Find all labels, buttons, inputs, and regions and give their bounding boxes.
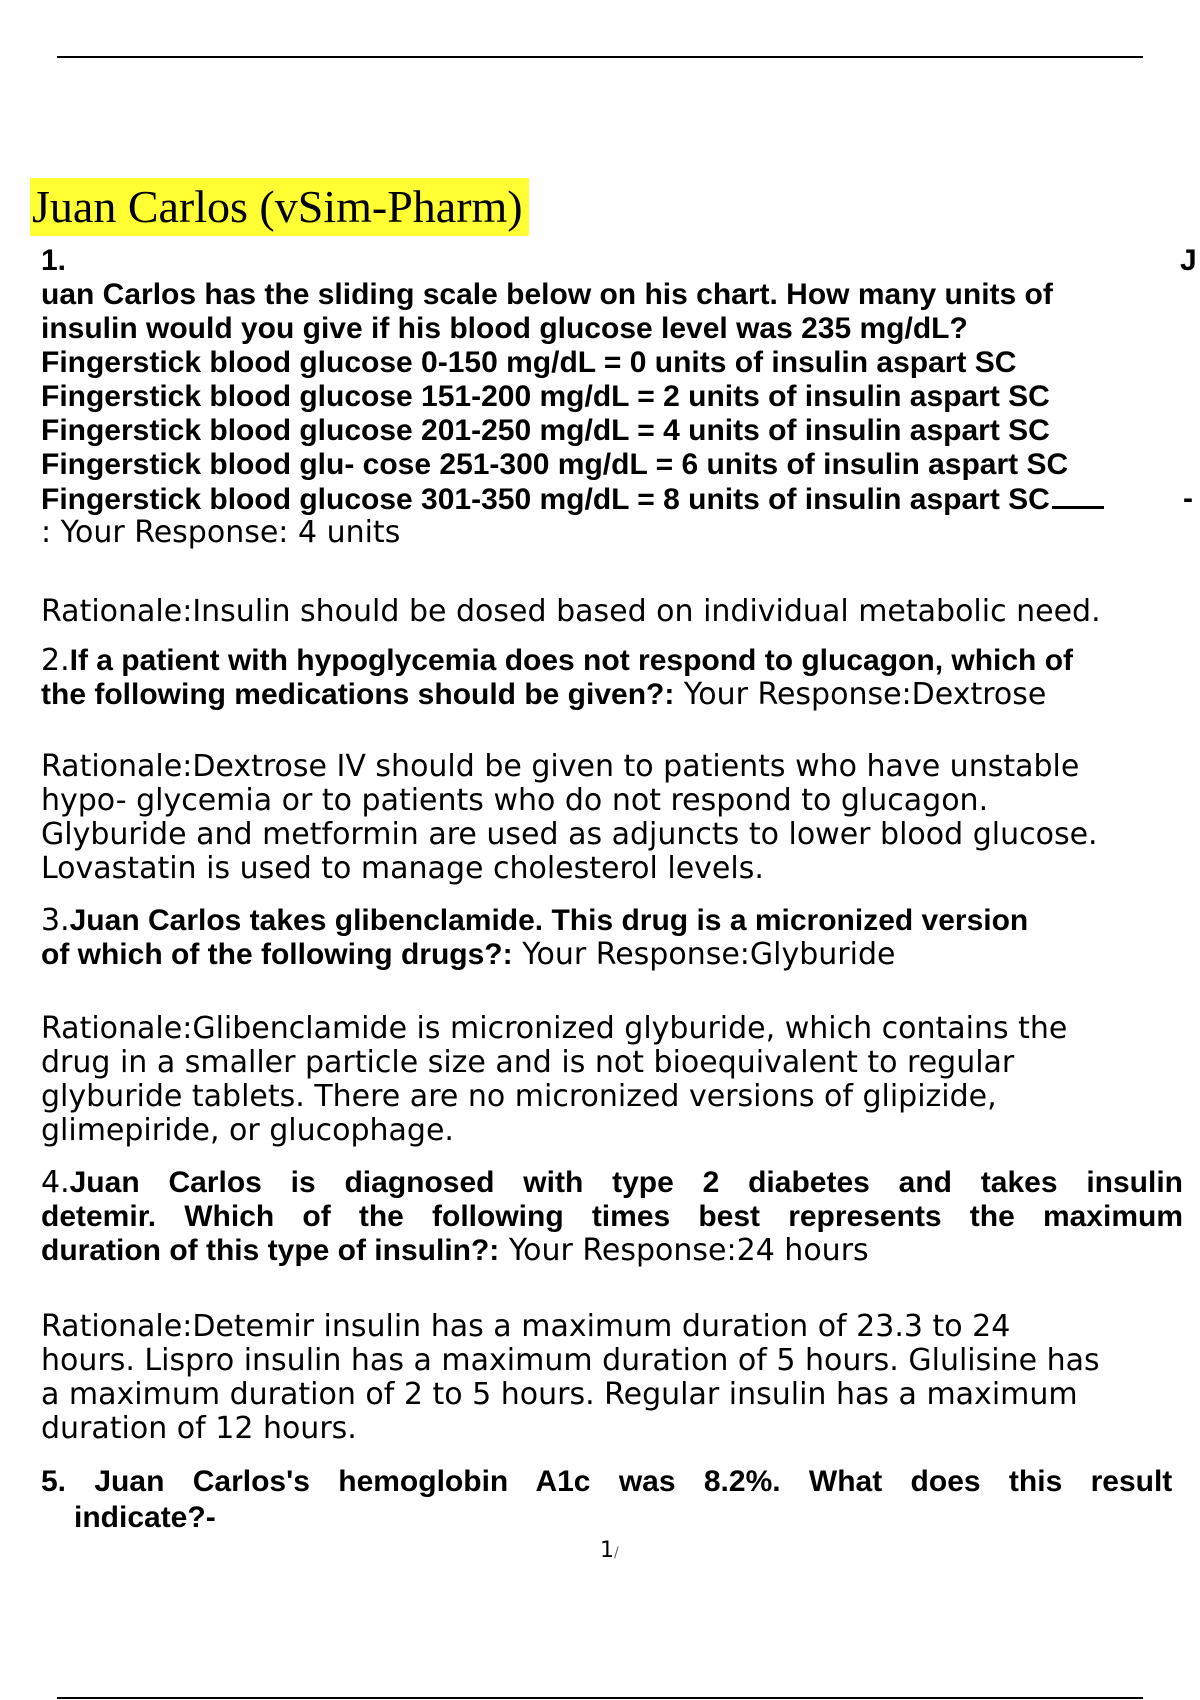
rationale-line: Rationale:Dextrose IV should be given to patients who have unstable xyxy=(41,749,1080,784)
page-number-value: 1 xyxy=(600,1538,614,1563)
q5-question xyxy=(41,1464,1200,1536)
rationale-line: Rationale:Detemir insulin has a maximum duration of 23.3 to 24 xyxy=(41,1309,1011,1344)
q1-trailing-dash: - xyxy=(1183,482,1193,515)
q4-rationale xyxy=(41,1310,1181,1446)
q1-line: insulin would you give if his blood glucose level was 235 mg/dL? xyxy=(41,312,968,345)
q3-line: Juan Carlos takes glibenclamide. This drug is a micronized version xyxy=(69,904,1029,937)
q4-line: duration of this type of insulin?: xyxy=(41,1234,500,1267)
rationale-line: hours. Lispro insulin has a maximum duration of 5 hours. Glulisine has xyxy=(41,1343,1100,1378)
q2-response: Your Response:Dextrose xyxy=(674,677,1047,712)
rationale-line: duration of 12 hours. xyxy=(41,1411,357,1446)
q1-question xyxy=(41,278,1193,550)
rationale-line: Lovastatin is used to manage cholesterol levels. xyxy=(41,851,764,886)
q3-question xyxy=(41,904,1181,972)
q2-number: 2. xyxy=(41,643,70,678)
q1-scale-row: Fingerstick blood glucose 201-250 mg/dL = 4 units of insulin aspart SC xyxy=(41,414,1050,447)
answer-blank xyxy=(1052,482,1104,509)
q1-scale-row: Fingerstick blood glucose 151-200 mg/dL = 2 units of insulin aspart SC xyxy=(41,380,1050,413)
q1-scale-row: Fingerstick blood glu- cose 251-300 mg/dL = 6 units of insulin aspart SC xyxy=(41,448,1069,481)
q2-line: the following medications should be given?: xyxy=(41,678,675,711)
q1-response: : Your Response: 4 units xyxy=(41,515,401,550)
bottom-rule xyxy=(57,1697,1143,1699)
top-rule xyxy=(57,56,1143,58)
q4-line: Juan Carlos is diagnosed with type 2 diabetes and takes insulin xyxy=(69,1166,1183,1199)
q5-line: indicate?- xyxy=(74,1501,216,1534)
q3-response: Your Response:Glyburide xyxy=(512,937,896,972)
q2-question xyxy=(41,644,1181,712)
rationale-line: glyburide tablets. There are no micronized versions of glipizide, xyxy=(41,1079,997,1114)
rationale-line: a maximum duration of 2 to 5 hours. Regular insulin has a maximum xyxy=(41,1377,1078,1412)
q3-line: of which of the following drugs?: xyxy=(41,938,513,971)
page-number xyxy=(600,1538,619,1563)
q4-number: 4. xyxy=(41,1165,70,1200)
q3-rationale xyxy=(41,1012,1181,1148)
page-number-suffix: / xyxy=(614,1545,619,1561)
q1-line: uan Carlos has the sliding scale below on his chart. How many units of xyxy=(41,278,1053,311)
rationale-line: Rationale:Glibenclamide is micronized glyburide, which contains the xyxy=(41,1011,1068,1046)
q2-rationale xyxy=(41,750,1181,886)
q5-number: 5. xyxy=(41,1465,67,1498)
q5-line: Juan Carlos's hemoglobin A1c was 8.2%. What does this result xyxy=(94,1465,1173,1498)
q1-scale-row: Fingerstick blood glucose 301-350 mg/dL = 8 units of insulin aspart SC xyxy=(41,483,1050,516)
q1-scale-row: Fingerstick blood glucose 0-150 mg/dL = 0 units of insulin aspart SC xyxy=(41,346,1017,379)
q3-number: 3. xyxy=(41,903,70,938)
q4-line: detemir. Which of the following times best represents the maximum xyxy=(41,1200,1183,1233)
q1-rationale: Rationale:Insulin should be dosed based on individual metabolic need. xyxy=(41,594,1101,629)
q1-wrapped-letter: J xyxy=(1180,244,1197,277)
rationale-line: hypo- glycemia or to patients who do not respond to glucagon. xyxy=(41,783,989,818)
q1-number: 1. xyxy=(41,244,67,277)
q4-question xyxy=(41,1166,1183,1268)
q4-response: Your Response:24 hours xyxy=(499,1233,869,1268)
rationale-line: glimepiride, or glucophage. xyxy=(41,1113,454,1148)
rationale-line: drug in a smaller particle size and is not bioequivalent to regular xyxy=(41,1045,1015,1080)
rationale-line: Glyburide and metformin are used as adjuncts to lower blood glucose. xyxy=(41,817,1098,852)
page-title: Juan Carlos (vSim-Pharm) xyxy=(30,178,529,236)
q2-line: If a patient with hypoglycemia does not respond to glucagon, which of xyxy=(69,644,1074,677)
